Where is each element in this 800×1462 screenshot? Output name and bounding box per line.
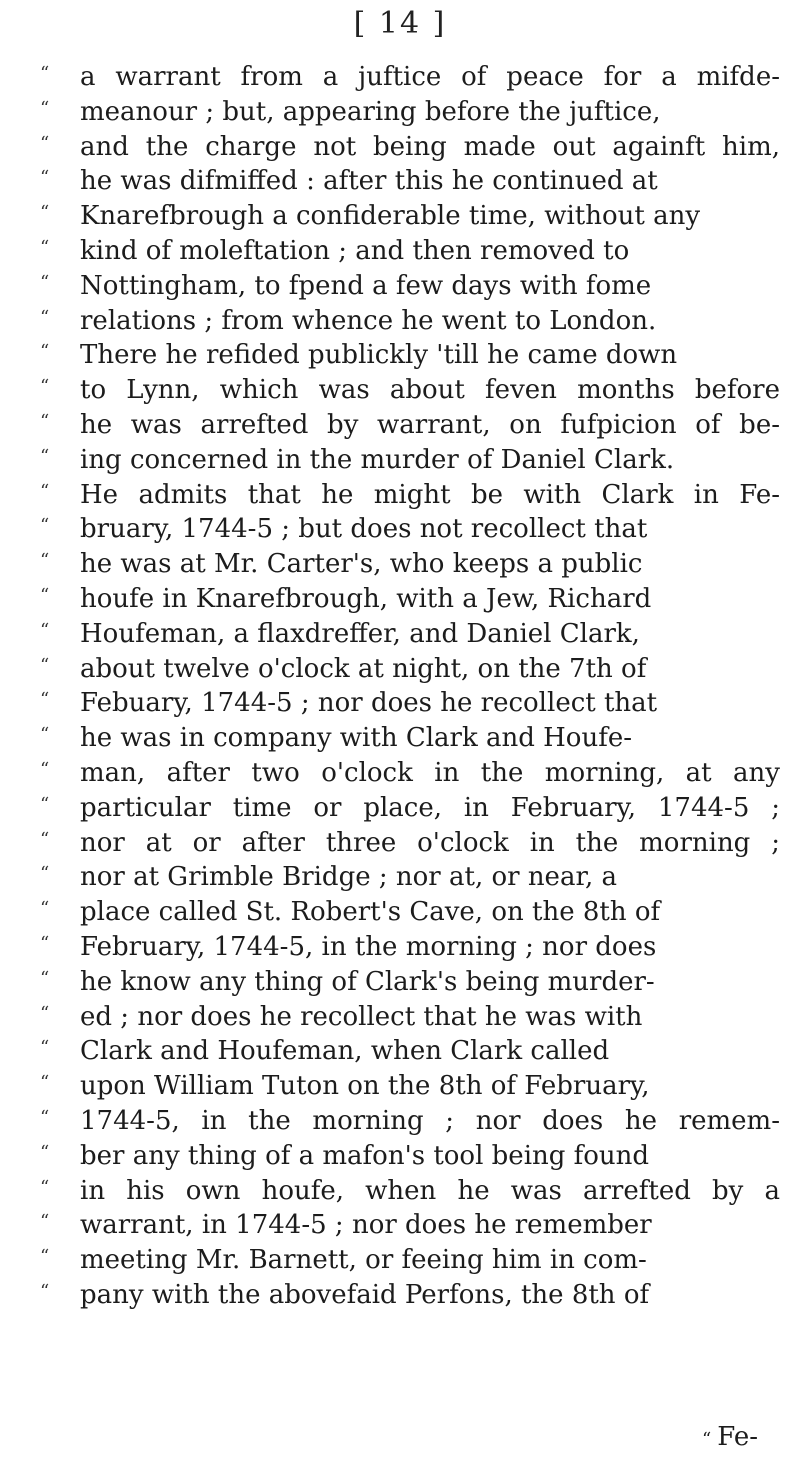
line-text: he was in company with Clark and Houfe- [80,723,633,754]
line-text: man, after two o'clock in the morning, at any [80,757,780,788]
line-text: kind of moleftation ; and then removed to [80,235,630,266]
line-text: warrant, in 1744-5 ; nor does he remember [80,1210,652,1241]
quote-mark: “ [40,619,50,641]
text-line [40,652,780,687]
quote-mark: “ [40,376,50,398]
quote-mark: “ [40,1211,50,1233]
quote-mark: “ [40,1246,50,1268]
quote-mark: “ [40,1280,50,1302]
text-line [40,1069,780,1104]
line-text: houfe in Knarefbrough, with a Jew, Richard [80,583,652,614]
quote-mark: “ [40,515,50,537]
text-line [40,1104,780,1139]
text-line [40,860,780,895]
line-text: Knarefbrough a confiderable time, without any [80,201,701,232]
text-line [40,130,780,165]
line-text: ed ; nor does he recollect that he was with [80,1001,643,1032]
line-text: about twelve o'clock at night, on the 7th of [80,653,647,684]
text-line [40,60,780,95]
line-text: Febuary, 1744-5 ; nor does he recollect that [80,688,658,719]
quote-mark: “ [40,236,50,258]
quote-mark: “ [40,967,50,989]
quote-mark: “ [40,480,50,502]
line-text: he know any thing of Clark's being murder- [80,966,655,997]
quote-mark: “ [40,167,50,189]
text-line [40,721,780,756]
quote-mark: “ [40,132,50,154]
text-line [40,164,780,199]
text-line [40,443,780,478]
catchword-quote-mark: “ [702,1429,712,1450]
quote-mark: “ [40,758,50,780]
quote-mark: “ [40,1176,50,1198]
line-text: ber any thing of a mafon's tool being found [80,1140,650,1171]
line-text: to Lynn, which was about feven months before [80,375,780,406]
line-text: relations ; from whence he went to London. [80,305,657,336]
quote-mark: “ [40,97,50,119]
text-line [40,930,780,965]
text-line [40,756,780,791]
text-line [40,791,780,826]
text-line [40,478,780,513]
quote-mark: “ [40,341,50,363]
text-line [40,373,780,408]
text-line [40,686,780,721]
text-line [40,826,780,861]
line-text: he was arrefted by warrant, on fufpicion of be- [80,409,780,440]
line-text: 1744-5, in the morning ; nor does he remem- [80,1105,780,1136]
quote-mark: “ [40,689,50,711]
quote-mark: “ [40,898,50,920]
line-text: pany with the abovefaid Perfons, the 8th of [80,1279,650,1310]
line-text: There he refided publickly 'till he came down [80,340,678,371]
line-text: Houfeman, a flaxdreffer, and Daniel Clark, [80,618,640,649]
line-text: nor at Grimble Bridge ; nor at, or near, a [80,862,618,893]
text-body [40,60,780,1313]
text-line [40,1278,780,1313]
text-line [40,1000,780,1035]
quote-mark: “ [40,445,50,467]
text-line [40,1208,780,1243]
quote-mark: “ [40,550,50,572]
text-line [40,965,780,1000]
line-text: nor at or after three o'clock in the morning ; [80,827,780,858]
quote-mark: “ [40,271,50,293]
text-line [40,1139,780,1174]
quote-mark: “ [40,306,50,328]
line-text: particular time or place, in February, 1744-5 ; [80,792,780,823]
line-text: and the charge not being made out againft him, [80,131,780,162]
quote-mark: “ [40,63,50,84]
quote-mark: “ [40,828,50,850]
quote-mark: “ [40,932,50,954]
line-text: he was at Mr. Carter's, who keeps a public [80,549,643,580]
quote-mark: “ [40,1072,50,1094]
quote-mark: “ [40,584,50,606]
text-line [40,895,780,930]
page-number: [ 14 ] [353,6,447,41]
text-line [40,304,780,339]
catchword [702,1420,758,1457]
text-line [40,269,780,304]
quote-mark: “ [40,1002,50,1024]
text-line [40,547,780,582]
text-line [40,512,780,547]
text-line [40,617,780,652]
line-text: Nottingham, to fpend a few days with fome [80,270,652,301]
line-text: in his own houfe, when he was arrefted by a [80,1175,780,1206]
text-line [40,582,780,617]
quote-mark: “ [40,1141,50,1163]
quote-mark: “ [40,654,50,676]
quote-mark: “ [40,793,50,815]
quote-mark: “ [40,410,50,432]
line-text: He admits that he might be with Clark in Fe- [80,479,780,510]
quote-mark: “ [40,1037,50,1059]
text-line [40,234,780,269]
text-line [40,1174,780,1209]
line-text: February, 1744-5, in the morning ; nor does [80,931,657,962]
catchword-text: Fe- [717,1422,758,1452]
line-text: upon William Tuton on the 8th of February, [80,1071,650,1102]
quote-mark: “ [40,202,50,224]
line-text: meanour ; but, appearing before the juftice, [80,96,661,127]
text-line [40,408,780,443]
quote-mark: “ [40,724,50,746]
line-text: meeting Mr. Barnett, or feeing him in com- [80,1245,647,1276]
quote-mark: “ [40,863,50,885]
line-text: Clark and Houfeman, when Clark called [80,1036,610,1067]
line-text: place called St. Robert's Cave, on the 8th of [80,897,661,928]
text-line [40,338,780,373]
text-line [40,1034,780,1069]
line-text: bruary, 1744-5 ; but does not recollect that [80,514,648,545]
text-line [40,199,780,234]
quote-mark: “ [40,1106,50,1128]
line-text: he was difmiffed : after this he continued at [80,166,658,197]
line-text: a warrant from a juftice of peace for a mifde- [80,62,780,92]
text-line [40,1243,780,1278]
line-text: ing concerned in the murder of Daniel Clark. [80,444,675,475]
text-line [40,95,780,130]
